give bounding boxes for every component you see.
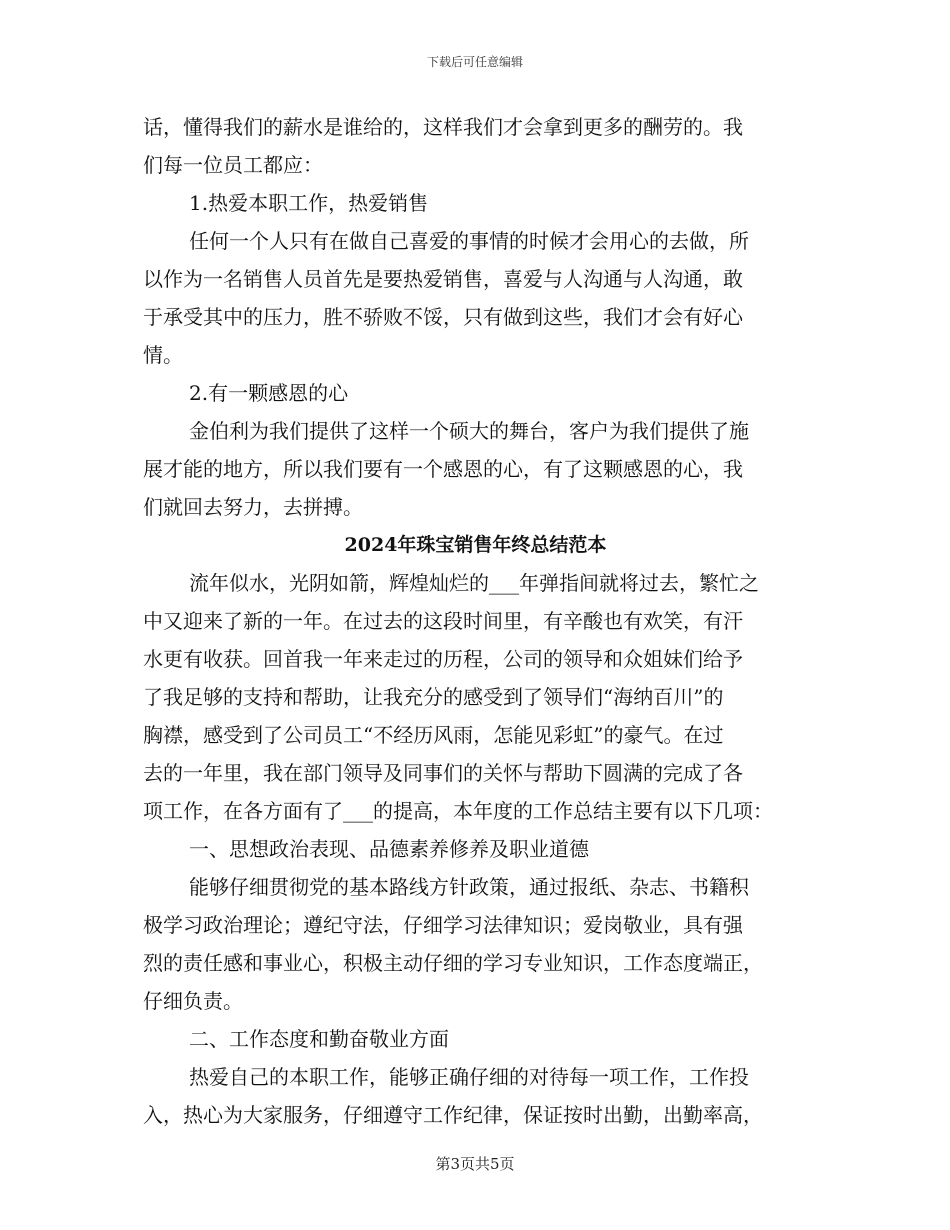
text-line: 二、工作态度和勤奋敬业方面 <box>189 1027 449 1051</box>
text-line: 项工作，在各方面有了___的提高，本年度的工作总结主要有以下几项： <box>143 799 773 823</box>
text-line: 们就回去努力，去拼搏。 <box>143 495 363 519</box>
text-line: 胸襟，感受到了公司员工“不经历风雨，怎能见彩虹”的豪气。在过 <box>143 723 724 747</box>
text-line: 一、思想政治表现、品德素养修养及职业道德 <box>189 837 589 861</box>
text-line: 烈的责任感和事业心，积极主动仔细的学习专业知识，工作态度端正， <box>143 951 763 975</box>
text-line: 展才能的地方，所以我们要有一个感恩的心，有了这颗感恩的心，我 <box>143 457 743 481</box>
page-footer: 第3页共5页 <box>435 1155 515 1173</box>
text-line: 情。 <box>143 343 183 367</box>
text-line: 能够仔细贯彻党的基本路线方针政策，通过报纸、杂志、书籍积 <box>189 875 749 899</box>
text-line: 任何一个人只有在做自己喜爱的事情的时候才会用心的去做，所 <box>189 229 749 253</box>
text-line: 仔细负责。 <box>143 989 243 1013</box>
header-note: 下载后可任意编辑 <box>426 55 523 69</box>
text-line: 极学习政治理论；遵纪守法，仔细学习法律知识；爱岗敬业，具有强 <box>143 913 743 937</box>
text-line: 流年似水，光阴如箭，辉煌灿烂的___年弹指间就将过去，繁忙之 <box>189 571 759 595</box>
text-line: 水更有收获。回首我一年来走过的历程，公司的领导和众姐妹们给予 <box>143 647 743 671</box>
text-line: 话，懂得我们的薪水是谁给的，这样我们才会拿到更多的酬劳的。我 <box>143 115 743 139</box>
text-line: 去的一年里，我在部门领导及同事们的关怀与帮助下圆满的完成了各 <box>143 761 743 785</box>
text-line: 们每一位员工都应： <box>143 153 323 177</box>
section-title: 2024年珠宝销售年终总结范本 <box>344 534 607 556</box>
text-line: 入，热心为大家服务，仔细遵守工作纪律，保证按时出勤，出勤率高， <box>143 1103 763 1127</box>
text-line: 以作为一名销售人员首先是要热爱销售，喜爱与人沟通与人沟通，敢 <box>143 267 743 291</box>
text-line: 2.有一颗感恩的心 <box>189 381 349 405</box>
text-line: 金伯利为我们提供了这样一个硕大的舞台，客户为我们提供了施 <box>189 419 749 443</box>
text-line: 热爱自己的本职工作，能够正确仔细的对待每一项工作，工作投 <box>189 1065 749 1089</box>
text-line: 中又迎来了新的一年。在过去的这段时间里，有辛酸也有欢笑，有汗 <box>143 609 743 633</box>
text-line: 1.热爱本职工作，热爱销售 <box>189 191 429 215</box>
document-body <box>143 108 808 1134</box>
text-line: 了我足够的支持和帮助，让我充分的感受到了领导们“海纳百川”的 <box>143 685 724 709</box>
text-line: 于承受其中的压力，胜不骄败不馁，只有做到这些，我们才会有好心 <box>143 305 743 329</box>
